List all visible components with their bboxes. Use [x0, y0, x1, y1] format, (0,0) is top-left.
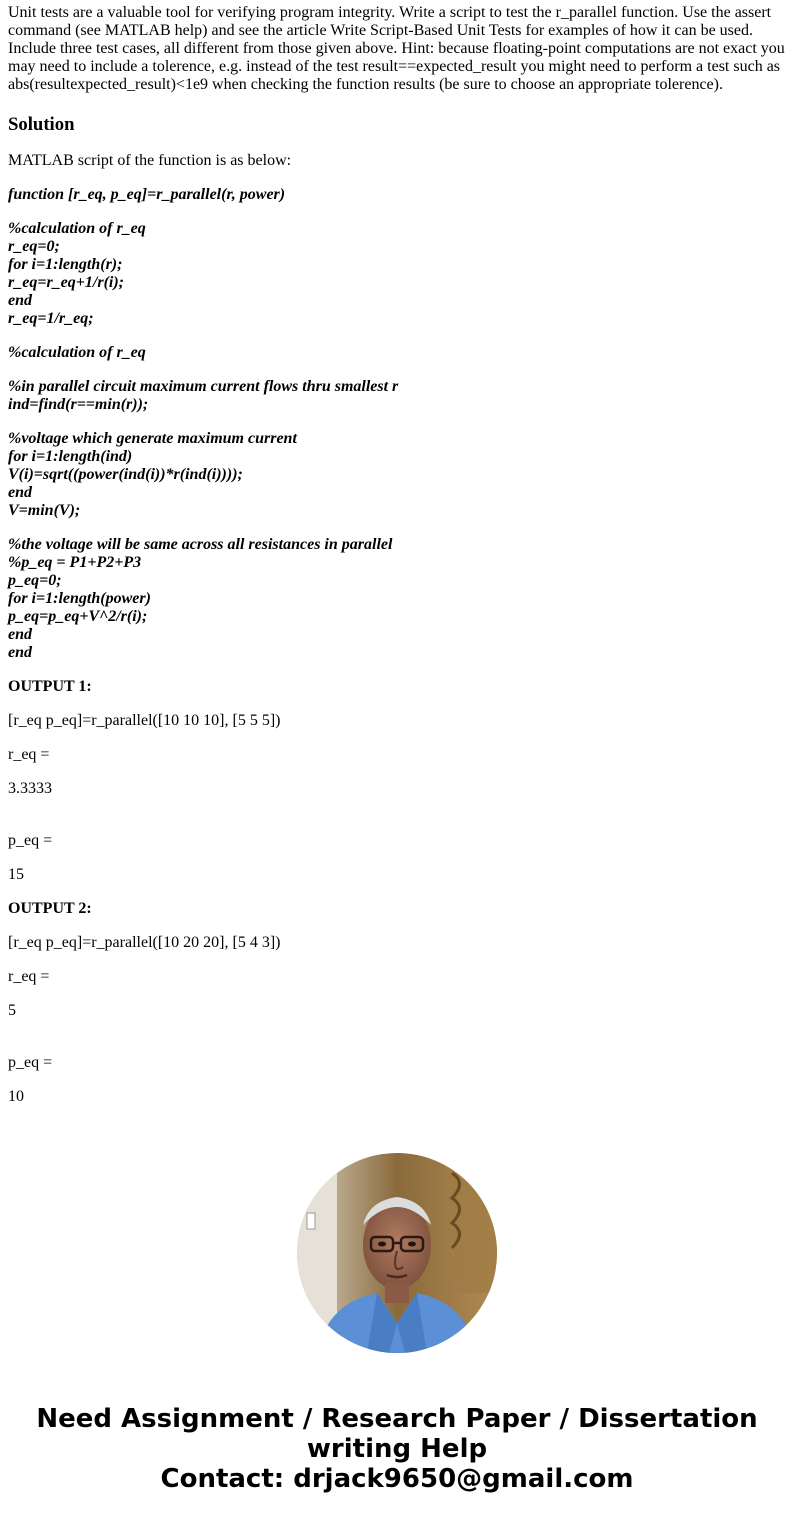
code-line: for i=1:length(r); — [8, 256, 123, 273]
portrait-image — [297, 1153, 497, 1353]
code-line: for i=1:length(power) — [8, 590, 151, 607]
code-block — [8, 186, 786, 204]
output-command: [r_eq p_eq]=r_parallel([10 20 20], [5 4 3]) — [8, 934, 281, 951]
code-line: %calculation of r_eq — [8, 220, 146, 237]
promo-banner — [0, 1404, 794, 1494]
code-block — [8, 430, 786, 520]
code-line: r_eq=1/r_eq; — [8, 310, 94, 327]
code-line: end — [8, 292, 32, 309]
promo-line-2: writing Help — [306, 1434, 488, 1464]
code-line: end — [8, 626, 32, 643]
code-line: for i=1:length(ind) — [8, 448, 133, 465]
code-line: V(i)=sqrt((power(ind(i))*r(ind(i)))); — [8, 466, 243, 483]
code-block — [8, 536, 786, 662]
output-command: [r_eq p_eq]=r_parallel([10 10 10], [5 5 5]) — [8, 712, 281, 729]
matlab-code — [8, 186, 786, 662]
code-line: r_eq=r_eq+1/r(i); — [8, 274, 124, 291]
code-block — [8, 220, 786, 328]
r-eq-label: r_eq = — [8, 746, 50, 763]
code-line: %p_eq = P1+P2+P3 — [8, 554, 142, 571]
code-line: end — [8, 644, 32, 661]
code-block — [8, 344, 786, 362]
r-eq-label: r_eq = — [8, 968, 50, 985]
p-eq-value: 15 — [8, 866, 24, 883]
p-eq-value: 10 — [8, 1088, 24, 1105]
code-line: %the voltage will be same across all resistances in parallel — [8, 536, 393, 553]
promo-contact: Contact: drjack9650@gmail.com — [160, 1464, 634, 1494]
output-section-1 — [8, 678, 786, 884]
code-line: %in parallel circuit maximum current flows thru smallest r — [8, 378, 399, 395]
solution-intro: MATLAB script of the function is as below: — [8, 152, 292, 169]
solution-heading: Solution — [8, 114, 75, 135]
code-line: %voltage which generate maximum current — [8, 430, 297, 447]
author-photo — [297, 1153, 497, 1353]
output-label: OUTPUT 1: — [8, 678, 92, 695]
code-line: p_eq=p_eq+V^2/r(i); — [8, 608, 148, 625]
p-eq-label: p_eq = — [8, 832, 53, 849]
code-line: function [r_eq, p_eq]=r_parallel(r, power) — [8, 186, 286, 203]
output-label: OUTPUT 2: — [8, 900, 92, 917]
question-text: Unit tests are a valuable tool for verifying program integrity. Write a script to test the r_parallel function. Use the assert command (see MATLAB help) and see the article Write Script-Based Unit Tests for examples of how it can be used. Include three test cases, all different from those given above. Hint: because floating-point computations are not exact you may need to include a tolerence, e.g. instead of the test result==expected_result you might need to perform a test such as abs(resultexpected_result)<1e9 when checking the function results (be sure to choose an appropriate tolerence). — [8, 4, 785, 93]
code-line: %calculation of r_eq — [8, 344, 146, 361]
code-line: ind=find(r==min(r)); — [8, 396, 149, 413]
code-line: r_eq=0; — [8, 238, 60, 255]
output-section-2 — [8, 900, 786, 1106]
r-eq-value: 3.3333 — [8, 780, 52, 797]
p-eq-label: p_eq = — [8, 1054, 53, 1071]
r-eq-value: 5 — [8, 1002, 16, 1019]
code-line: V=min(V); — [8, 502, 81, 519]
code-line: end — [8, 484, 32, 501]
promo-line-1: Need Assignment / Research Paper / Dissertation — [36, 1404, 758, 1434]
code-block — [8, 378, 786, 414]
code-line: p_eq=0; — [8, 572, 62, 589]
